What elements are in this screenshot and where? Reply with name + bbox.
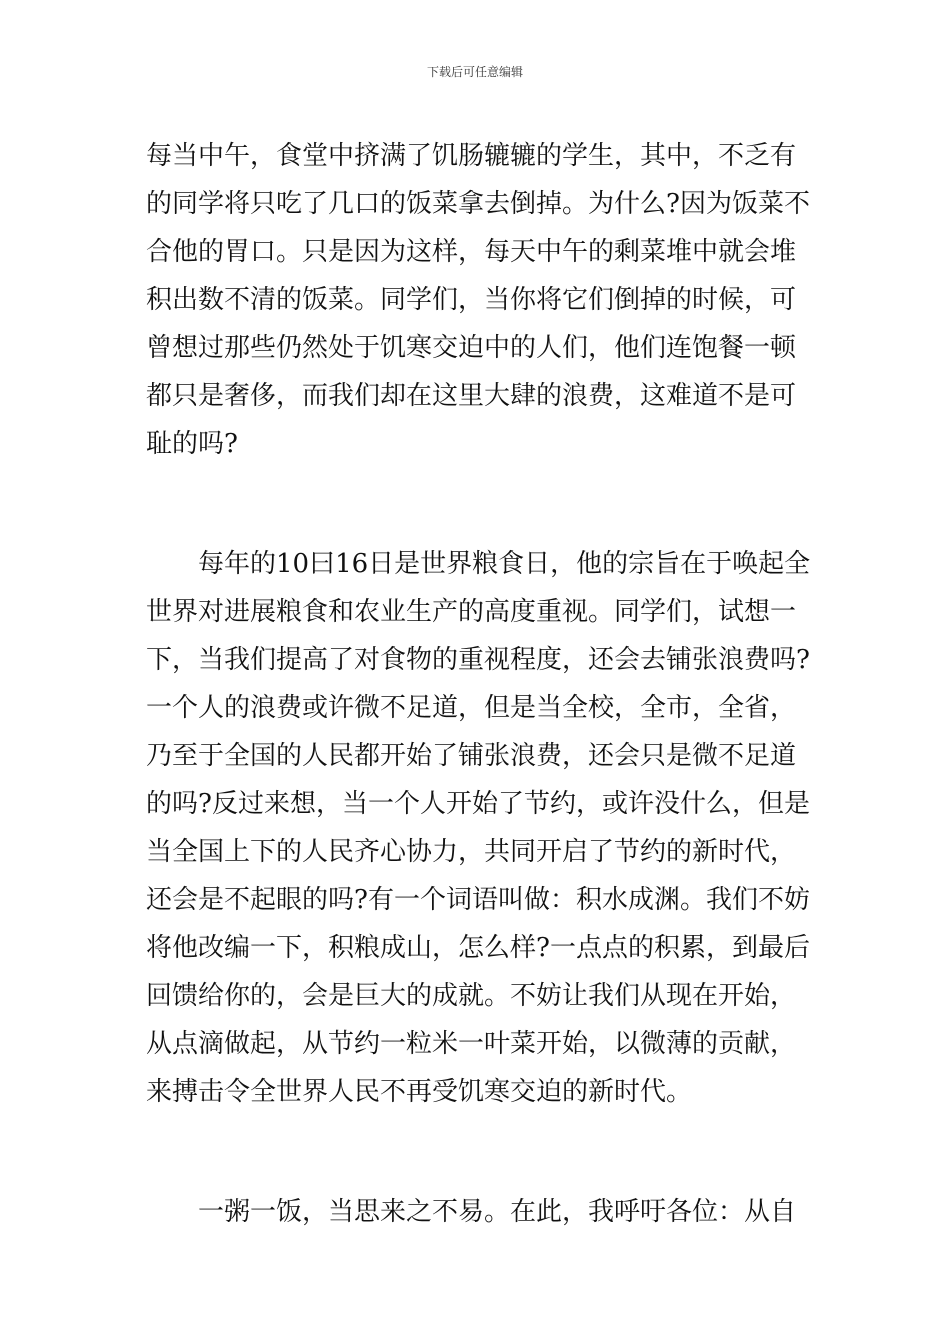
- text-line: 来搏击令全世界人民不再受饥寒交迫的新时代。: [146, 1077, 693, 1107]
- text-line: 从点滴做起，从节约一粒米一叶菜开始，以微薄的贡献，: [146, 1029, 797, 1059]
- text-line: 合他的胃口。只是因为这样，每天中午的剩菜堆中就会堆: [146, 237, 797, 267]
- text-line: 每年的10曰16日是世界粮食日，他的宗旨在于唤起全: [146, 549, 811, 579]
- text-line: 积出数不清的饭菜。同学们，当你将它们倒掉的时候，可: [146, 285, 797, 315]
- text-line: 都只是奢侈，而我们却在这里大肆的浪费，这难道不是可: [146, 381, 797, 411]
- text-line: 将他改编一下，积粮成山，怎么样?一点点的积累，到最后: [146, 933, 810, 963]
- text-line: 的吗?反过来想，当一个人开始了节约，或许没什么，但是: [146, 789, 810, 819]
- text-line: 回馈给你的，会是巨大的成就。不妨让我们从现在开始，: [146, 981, 797, 1011]
- document-body: [146, 132, 811, 1236]
- text-line: 当全国上下的人民齐心协力，共同开启了节约的新时代，: [146, 837, 797, 867]
- text-line: 还会是不起眼的吗?有一个词语叫做：积水成渊。我们不妨: [146, 885, 810, 915]
- paragraph-spacer: [146, 468, 806, 540]
- paragraph-3: [146, 1188, 806, 1236]
- text-line: 的同学将只吃了几口的饭菜拿去倒掉。为什么?因为饭菜不: [146, 189, 810, 219]
- text-line: 曾想过那些仍然处于饥寒交迫中的人们，他们连饱餐一顿: [146, 333, 797, 363]
- text-line: 一粥一饭，当思来之不易。在此，我呼吁各位：从自: [146, 1197, 797, 1227]
- text-line: 世界对进展粮食和农业生产的高度重视。同学们，试想一: [146, 597, 797, 627]
- text-line: 乃至于全国的人民都开始了铺张浪费，还会只是微不足道: [146, 741, 797, 771]
- page-header: 下载后可任意编辑: [426, 65, 523, 79]
- text-line: 一个人的浪费或许微不足道，但是当全校，全市，全省，: [146, 693, 797, 723]
- paragraph-spacer: [146, 1116, 806, 1188]
- text-line: 每当中午，食堂中挤满了饥肠辘辘的学生，其中，不乏有: [146, 141, 797, 171]
- text-line: 耻的吗?: [146, 429, 238, 459]
- paragraph-1: [146, 132, 810, 468]
- text-line: 下，当我们提高了对食物的重视程度，还会去铺张浪费吗?: [146, 645, 810, 675]
- paragraph-2: [146, 540, 811, 1116]
